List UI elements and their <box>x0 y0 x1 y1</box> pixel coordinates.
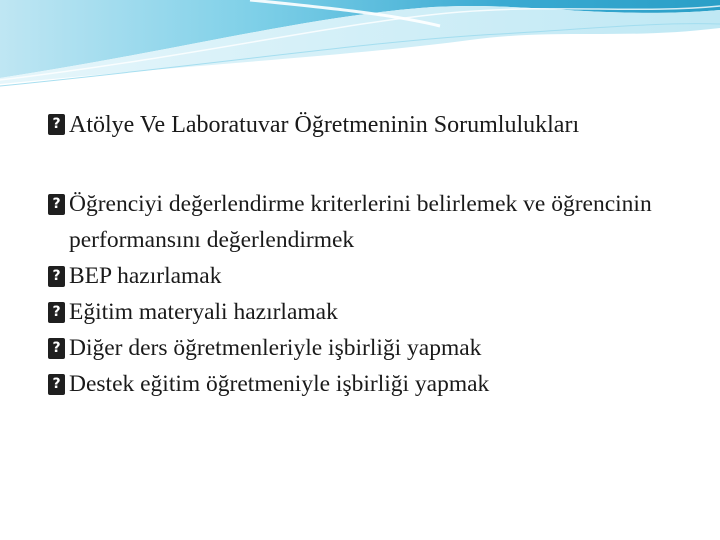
missing-glyph-icon <box>48 266 65 287</box>
list-item-text: Diğer ders öğretmenleriyle işbirliği yapmak <box>69 335 482 361</box>
list-item-text: BEP hazırlamak <box>69 263 222 289</box>
missing-glyph-icon <box>48 302 65 323</box>
slide-title <box>48 108 688 142</box>
missing-glyph-icon <box>48 338 65 359</box>
list-item <box>48 186 688 258</box>
header-wave-decoration <box>0 0 720 90</box>
list-item <box>48 366 688 402</box>
missing-glyph-icon <box>48 374 65 395</box>
list-item <box>48 258 688 294</box>
bullet-list <box>48 186 688 402</box>
list-item <box>48 330 688 366</box>
list-item <box>48 294 688 330</box>
missing-glyph-icon <box>48 114 65 135</box>
list-item-text: Öğrenciyi değerlendirme kriterlerini belirlemek ve öğrencinin performansını değerlendirmek <box>69 191 652 253</box>
list-item-text: Destek eğitim öğretmeniyle işbirliği yapmak <box>69 371 490 397</box>
list-item-text: Eğitim materyali hazırlamak <box>69 299 338 325</box>
missing-glyph-icon <box>48 194 65 215</box>
slide-title-text: Atölye Ve Laboratuvar Öğretmeninin Sorumlulukları <box>69 112 580 138</box>
